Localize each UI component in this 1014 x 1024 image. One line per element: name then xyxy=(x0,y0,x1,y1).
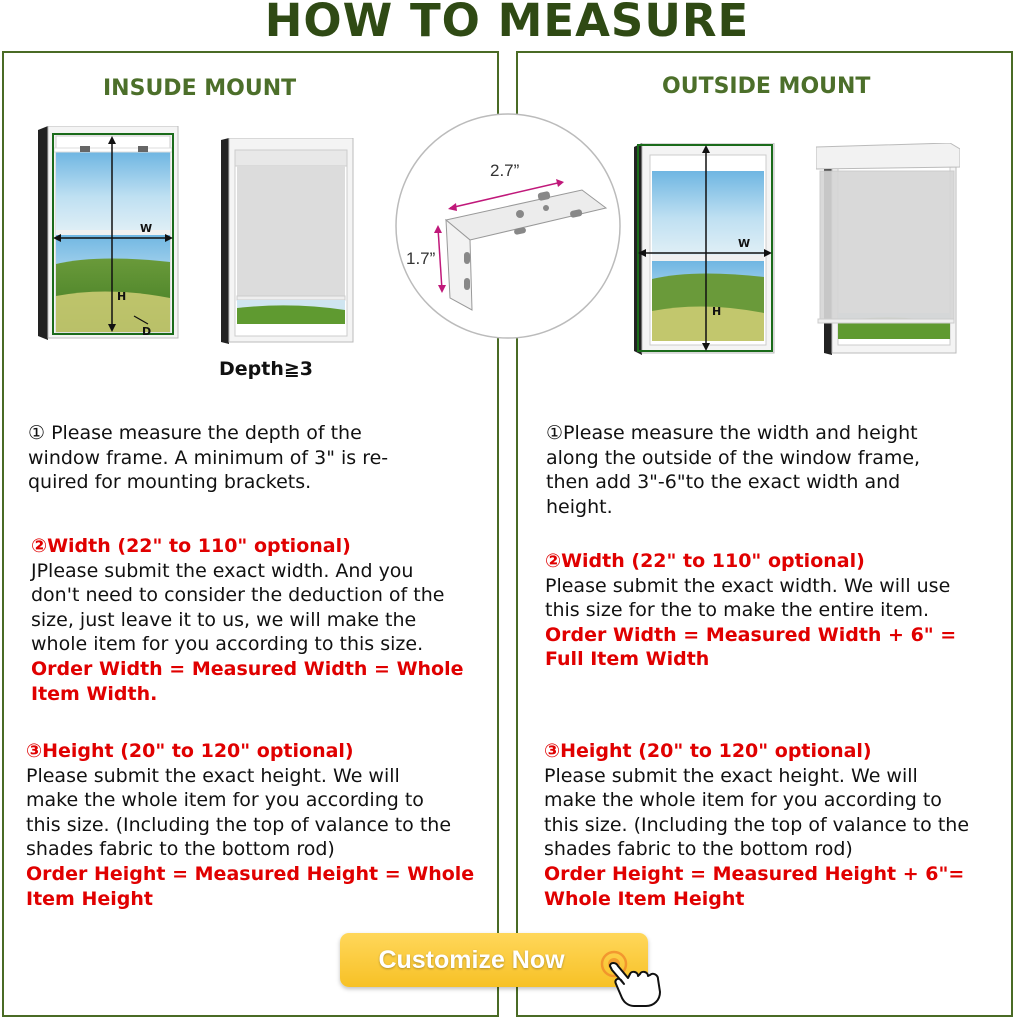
text-line: Please submit the exact height. We will xyxy=(544,764,918,787)
text-line: Please submit the exact width. We will use xyxy=(545,574,951,597)
outside-width-order: Order Width = Measured Width + 6" = xyxy=(545,623,957,646)
inside-width-heading: ②Width (22" to 110" optional) xyxy=(31,535,351,557)
outside-step1 xyxy=(546,421,920,519)
text-line: shades fabric to the bottom rod) xyxy=(544,838,853,861)
bracket-height-label: 1.7” xyxy=(406,249,436,268)
text-line: height. xyxy=(546,495,613,518)
inside-height-order: Item Height xyxy=(26,887,153,910)
outside-height-order: Whole Item Height xyxy=(544,887,745,910)
page-title: HOW TO MEASURE xyxy=(264,0,750,47)
text-line: ①Please measure the width and height xyxy=(546,422,918,444)
outside-step3 xyxy=(544,739,969,911)
text-line: ① Please measure the depth of the xyxy=(28,422,362,444)
text-line: Please submit the exact height. We will xyxy=(26,764,400,787)
outside-mount-heading: OUTSIDE MOUNT xyxy=(662,74,871,99)
text-line: don't need to consider the deduction of the xyxy=(31,584,445,607)
outside-step2 xyxy=(545,549,956,672)
pointing-hand-icon xyxy=(596,944,676,1008)
inside-height-order: Order Height = Measured Height = Whole xyxy=(26,862,475,885)
inside-width-order: Order Width = Measured Width = Whole xyxy=(31,657,464,680)
text-line: size, just leave it to us, we will make the xyxy=(31,608,417,631)
text-line: make the whole item for you according to xyxy=(26,789,424,812)
text-line: this size. (Including the top of valance to the xyxy=(26,813,452,836)
inside-window-illustration xyxy=(38,126,180,340)
inside-shade-illustration xyxy=(221,138,355,344)
text-line: JPlease submit the exact width. And you xyxy=(31,559,414,582)
inside-w-label: W xyxy=(140,222,153,235)
text-line: make the whole item for you according to xyxy=(544,789,942,812)
inside-step3 xyxy=(26,739,474,911)
depth-requirement-label: Depth≧3 xyxy=(219,358,314,380)
text-line: this size for the to make the entire item. xyxy=(545,599,930,622)
customize-now-label: Customize Now xyxy=(378,945,565,974)
outside-w-label: W xyxy=(738,237,751,250)
inside-height-heading: ③Height (20" to 120" optional) xyxy=(26,740,354,762)
inside-h-label: H xyxy=(117,290,127,303)
inside-d-label: D xyxy=(142,325,152,338)
inside-step2 xyxy=(31,534,464,706)
inside-width-order: Item Width. xyxy=(31,682,158,705)
text-line: along the outside of the window frame, xyxy=(546,446,921,469)
text-line: quired for mounting brackets. xyxy=(28,471,312,494)
inside-mount-heading: INSUDE MOUNT xyxy=(103,76,297,101)
inside-step1 xyxy=(28,421,388,495)
text-line: this size. (Including the top of valance to the xyxy=(544,813,970,836)
outside-height-order: Order Height = Measured Height + 6"= xyxy=(544,862,965,885)
text-line: whole item for you according to this size. xyxy=(31,633,424,656)
outside-shade-illustration xyxy=(816,143,960,355)
outside-window-illustration xyxy=(634,143,776,355)
outside-width-heading: ②Width (22" to 110" optional) xyxy=(545,550,865,572)
outside-width-order: Full Item Width xyxy=(545,648,710,671)
outside-height-heading: ③Height (20" to 120" optional) xyxy=(544,740,872,762)
text-line: then add 3"-6"to the exact width and xyxy=(546,471,901,494)
mounting-bracket-illustration xyxy=(394,112,622,340)
text-line: shades fabric to the bottom rod) xyxy=(26,838,335,861)
bracket-width-label: 2.7” xyxy=(490,161,520,180)
text-line: window frame. A minimum of 3" is re- xyxy=(28,446,389,469)
outside-h-label: H xyxy=(712,305,722,318)
